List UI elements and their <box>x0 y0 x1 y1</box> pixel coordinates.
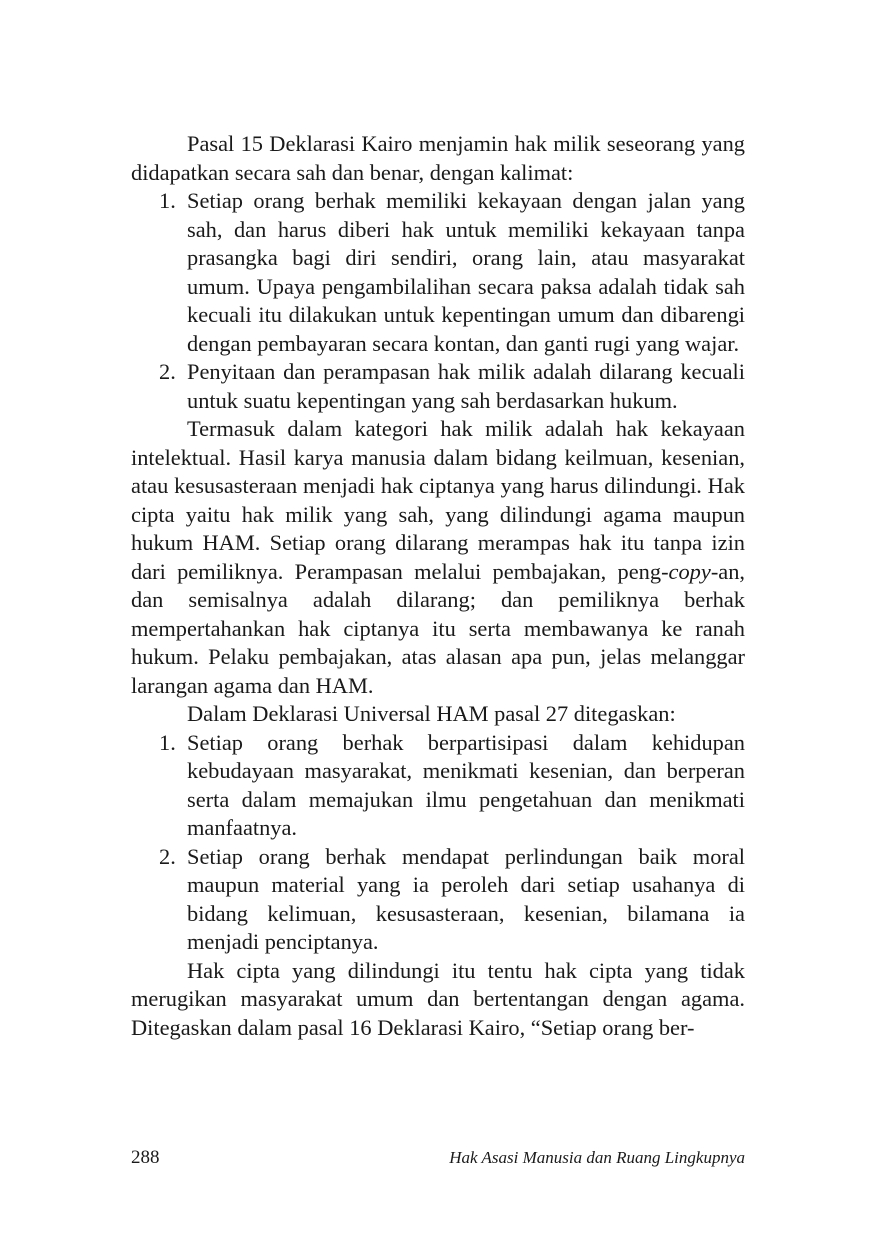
list-pasal-27 <box>131 729 745 957</box>
list-item-number: 1. <box>159 729 176 755</box>
running-title: Hak Asasi Manusia dan Ruang Lingkupnya <box>449 1148 745 1167</box>
page-number: 288 <box>131 1147 160 1168</box>
paragraph-hak-kekayaan-intelektual <box>131 415 745 700</box>
page-body <box>131 130 745 1042</box>
list-item-text: Setiap orang berhak mendapat perlindungan baik moral maupun material yang ia peroleh dari setiap usahanya di bidang kelimuan, kesusasteraan, kesenian, bilamana ia menjadi penciptanya. <box>187 843 745 954</box>
paragraph-deklarasi-universal: Dalam Deklarasi Universal HAM pasal 27 ditegaskan: <box>187 701 676 726</box>
list-item-text: Setiap orang berhak memiliki kekayaan dengan jalan yang sah, dan harus diberi hak untuk memiliki kekayaan tanpa prasangka bagi diri sendiri, orang lain, atau masyarakat umum. Upaya pengambilalihan secara paksa adalah tidak sah kecuali itu dilakukan untuk kepentingan umum dan dibarengi dengan pembayaran secara kontan, dan ganti rugi yang wajar. <box>187 188 745 356</box>
paragraph-text: -an, dan semisalnya adalah dilarang; dan pemiliknya berhak mempertahankan hak ciptanya itu serta membawanya ke ranah hukum. Pelaku pembajakan, atas alasan apa pun, jelas melanggar larangan agama dan HAM. <box>131 558 745 698</box>
paragraph-pasal-15: Pasal 15 Deklarasi Kairo menjamin hak milik seseorang yang didapatkan secara sah dan benar, dengan kalimat: <box>131 131 745 185</box>
list-item-text: Penyitaan dan perampasan hak milik adalah dilarang kecuali untuk suatu kepentingan yang sah berdasarkan hukum. <box>187 359 745 413</box>
list-item-number: 1. <box>159 188 176 213</box>
list-item <box>131 358 745 415</box>
list-item <box>131 843 745 957</box>
list-item <box>131 187 745 358</box>
list-pasal-15 <box>131 187 745 415</box>
paragraph-text: Termasuk dalam kategori hak milik adalah hak kekayaan intelektual. Hasil karya manusia dalam bidang keilmuan, kesenian, atau kesusasteraan menjadi hak ciptanya yang harus dilindungi. Hak cipta yaitu hak milik yang sah, yang dilindungi agama maupun hukum HAM. Setiap orang dilarang merampas hak itu tanpa izin dari pemiliknya. Perampasan melalui pembajakan, peng- <box>131 416 745 584</box>
italic-term: copy <box>668 558 711 584</box>
list-item-text: Setiap orang berhak berpartisipasi dalam kehidupan kebudayaan masyarakat, menikmati kesenian, dan berperan serta dalam memajukan ilmu pengetahuan dan menikmati manfaatnya. <box>187 729 745 840</box>
paragraph-hak-cipta-dilindungi: Hak cipta yang dilindungi itu tentu hak cipta yang tidak merugikan masyarakat umum dan bertentangan dengan agama. Ditegaskan dalam pasal 16 Deklarasi Kairo, “Setiap orang ber- <box>131 957 745 1040</box>
list-item-number: 2. <box>159 359 176 384</box>
list-item-number: 2. <box>159 843 176 869</box>
list-item <box>131 729 745 843</box>
